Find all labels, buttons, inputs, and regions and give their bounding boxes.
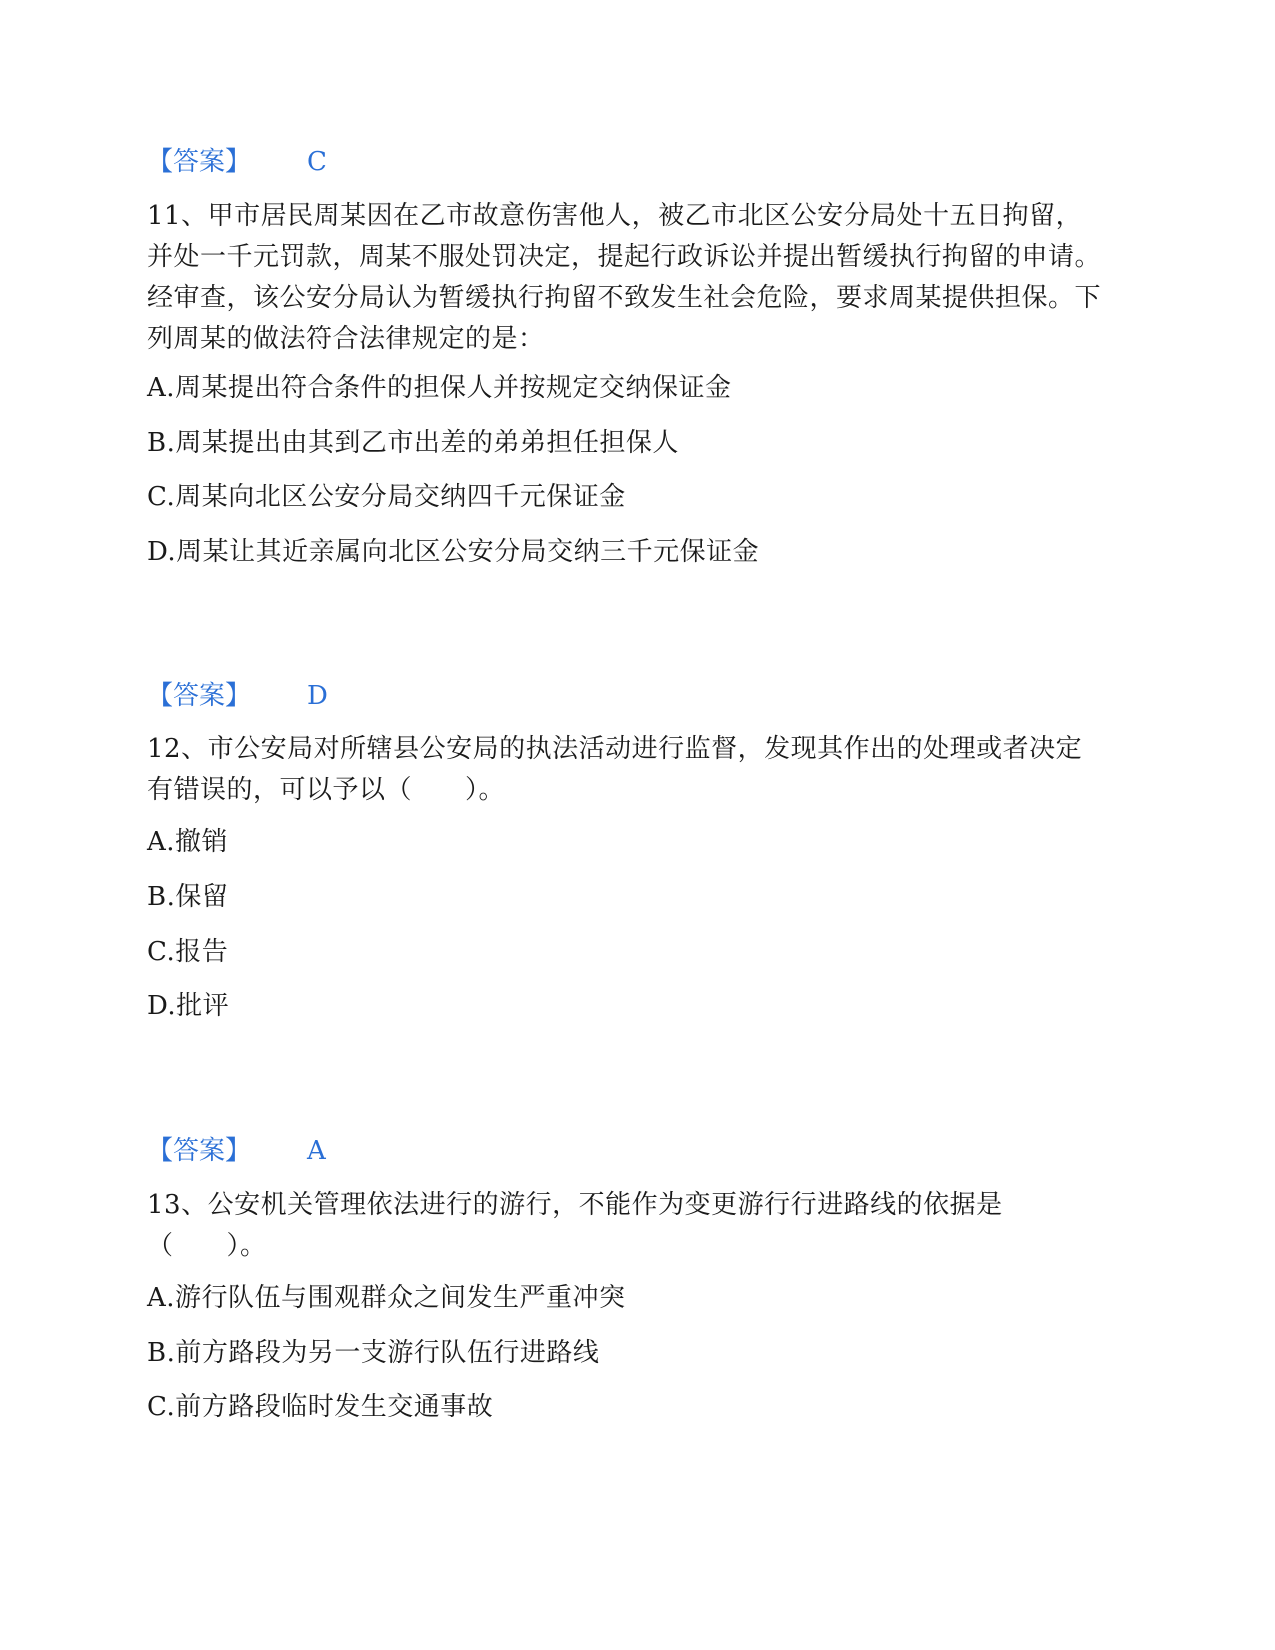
question-12: 12、市公安局对所辖县公安局的执法活动进行监督，发现其作出的处理或者决定有错误的，可以予以（ ）。 <box>147 734 1083 805</box>
question-11: 11、甲市居民周某因在乙市故意伤害他人，被乙市北区公安分局处十五日拘留，并处一千元罚款，周某不服处罚决定，提起行政诉讼并提出暂缓执行拘留的申请。经审查，该公安分局认为暂缓执行拘留不致发生社会危险，要求周某提供担保。下列周某的做法符合法律规定的是： <box>147 201 1102 354</box>
option-11-a: A.周某提出符合条件的担保人并按规定交纳保证金 <box>147 373 732 403</box>
answer-line-12 <box>147 1131 326 1171</box>
answer-value: C <box>307 147 327 177</box>
option-12-d: D.批评 <box>147 991 230 1021</box>
option-13-a: A.游行队伍与围观群众之间发生严重冲突 <box>147 1283 626 1313</box>
answer-value: D <box>307 681 328 711</box>
question-13: 13、公安机关管理依法进行的游行，不能作为变更游行行进路线的依据是（ ）。 <box>147 1190 1003 1261</box>
option-12-b: B.保留 <box>147 882 229 912</box>
option-12-c: C.报告 <box>147 937 229 967</box>
answer-line-11 <box>147 676 328 716</box>
option-11-d: D.周某让其近亲属向北区公安分局交纳三千元保证金 <box>147 537 760 567</box>
option-11-c: C.周某向北区公安分局交纳四千元保证金 <box>147 482 626 512</box>
answer-label: 【答案】 <box>147 1136 252 1166</box>
answer-value: A <box>307 1136 326 1166</box>
option-13-c: C.前方路段临时发生交通事故 <box>147 1392 494 1422</box>
answer-line-10 <box>147 142 327 182</box>
option-11-b: B.周某提出由其到乙市出差的弟弟担任担保人 <box>147 428 679 458</box>
answer-label: 【答案】 <box>147 147 252 177</box>
option-12-a: A.撤销 <box>147 827 229 857</box>
option-13-b: B.前方路段为另一支游行队伍行进路线 <box>147 1338 600 1368</box>
answer-label: 【答案】 <box>147 681 252 711</box>
